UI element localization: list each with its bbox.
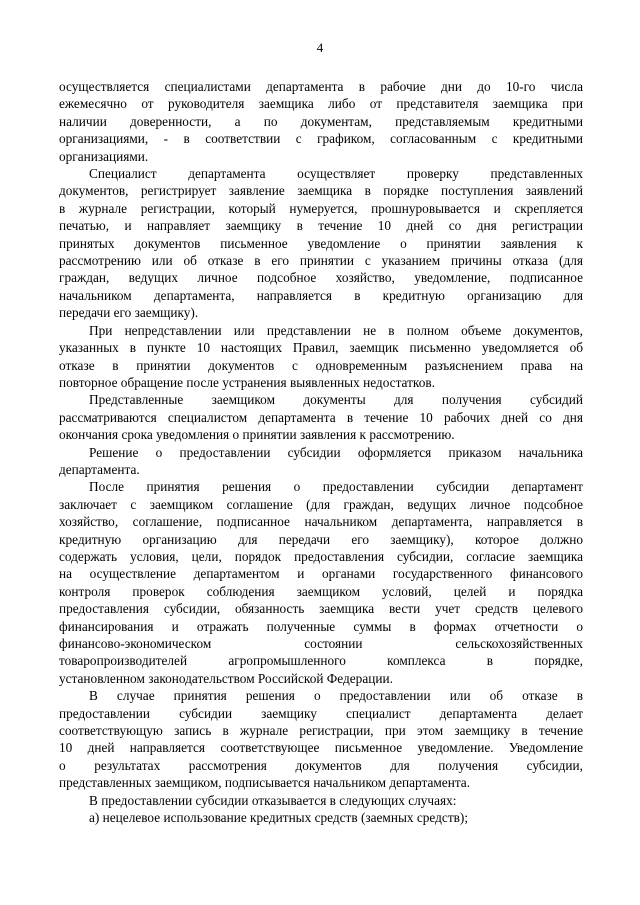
text-line: хозяйство, соглашение, подписанное начальником департамента, направляется в bbox=[59, 514, 583, 530]
text-line: на осуществление департаментом и органами государственного финансового bbox=[59, 566, 583, 582]
text-line: финансово-экономическом состоянии сельскохозяйственных bbox=[59, 636, 583, 651]
text-line: представленных заемщиком, подписывается начальником департамента. bbox=[59, 775, 471, 791]
text-line: рассмотрению или об отказе в его принятии с указанием причины отказа (для bbox=[59, 253, 583, 269]
document-body bbox=[59, 78, 583, 826]
text-line: В случае принятия решения о предоставлении или об отказе в bbox=[89, 688, 583, 704]
text-line: Представленные заемщиком документы для получения субсидий bbox=[89, 392, 583, 408]
text-line: в журнале регистрации, который нумеруется, прошнуровывается и скрепляется bbox=[59, 200, 583, 216]
text-line: финансирования и отражать полученные суммы в формах отчетности о bbox=[59, 618, 583, 634]
page-number: 4 bbox=[316, 40, 324, 55]
text-line: заключает с заемщиком соглашение (для граждан, ведущих личное подсобное bbox=[59, 496, 583, 512]
text-line: контроля проверок соблюдения заемщиком условий, целей и порядка bbox=[59, 583, 583, 599]
text-line: После принятия решения о предоставлении субсидии департамент bbox=[89, 479, 583, 495]
text-line: наличии доверенности, а по документам, представляемым кредитными bbox=[59, 113, 583, 129]
text-line: соответствующую запись в журнале регистрации, при этом заемщику в течение bbox=[59, 723, 583, 739]
text-line: рассматриваются специалистом департамента в течение 10 рабочих дней со дня bbox=[59, 409, 583, 425]
text-line: установленном законодательством Российской Федерации. bbox=[59, 670, 393, 686]
text-line: департамента. bbox=[59, 461, 140, 477]
text-line: Решение о предоставлении субсидии оформляется приказом начальника bbox=[89, 444, 583, 460]
text-line: отказе в принятии документов с одновременным разъяснением права на bbox=[59, 357, 583, 373]
text-line: товаропроизводителей агропромышленного комплекса в порядке, bbox=[59, 653, 583, 669]
text-line: принятых документов письменное уведомление о принятии заявления к bbox=[59, 235, 583, 251]
text-line: о результатах рассмотрения документов для получения субсидии, bbox=[59, 757, 583, 773]
text-line: печатью, и направляет заемщику в течение 10 дней со дня регистрации bbox=[59, 218, 583, 234]
text-line: начальником департамента, направляется в кредитную организацию для bbox=[59, 287, 583, 303]
text-line: повторное обращение после устранения выявленных недостатков. bbox=[59, 374, 435, 390]
text-line: предоставлении субсидии заемщику специалист департамента делает bbox=[59, 705, 583, 721]
text-line: 10 дней направляется соответствующее письменное уведомление. Уведомление bbox=[59, 740, 583, 756]
text-line: граждан, ведущих личное подсобное хозяйство, уведомление, подписанное bbox=[59, 270, 583, 286]
text-line: кредитную организацию для передачи его заемщику), которое должно bbox=[59, 531, 583, 547]
text-line: содержать условия, цели, порядок предоставления субсидии, согласие заемщика bbox=[59, 548, 583, 564]
text-line: В предоставлении субсидии отказывается в следующих случаях: bbox=[89, 792, 457, 808]
text-line: передачи его заемщику). bbox=[59, 305, 199, 321]
text-line: документов, регистрирует заявление заемщика в порядке поступления заявлений bbox=[59, 183, 583, 199]
text-line: предоставления субсидии, обязанность заемщика вести учет средств целевого bbox=[59, 601, 583, 617]
text-line: Специалист департамента осуществляет проверку представленных bbox=[89, 166, 583, 182]
text-line: ежемесячно от руководителя заемщика либо от представителя заемщика при bbox=[59, 96, 583, 112]
text-line: указанных в пункте 10 настоящих Правил, заемщик письменно уведомляется об bbox=[59, 340, 583, 356]
text-line: осуществляется специалистами департамента в рабочие дни до 10-го числа bbox=[59, 79, 583, 94]
text-line: организациями, - в соответствии с графиком, согласованным с кредитными bbox=[59, 131, 583, 147]
text-line: а) нецелевое использование кредитных средств (заемных средств); bbox=[89, 810, 469, 826]
text-line: При непредставлении или представлении не в полном объеме документов, bbox=[89, 322, 583, 338]
text-line: организациями. bbox=[59, 148, 149, 164]
text-line: окончания срока уведомления о принятии заявления к рассмотрению. bbox=[59, 427, 455, 443]
